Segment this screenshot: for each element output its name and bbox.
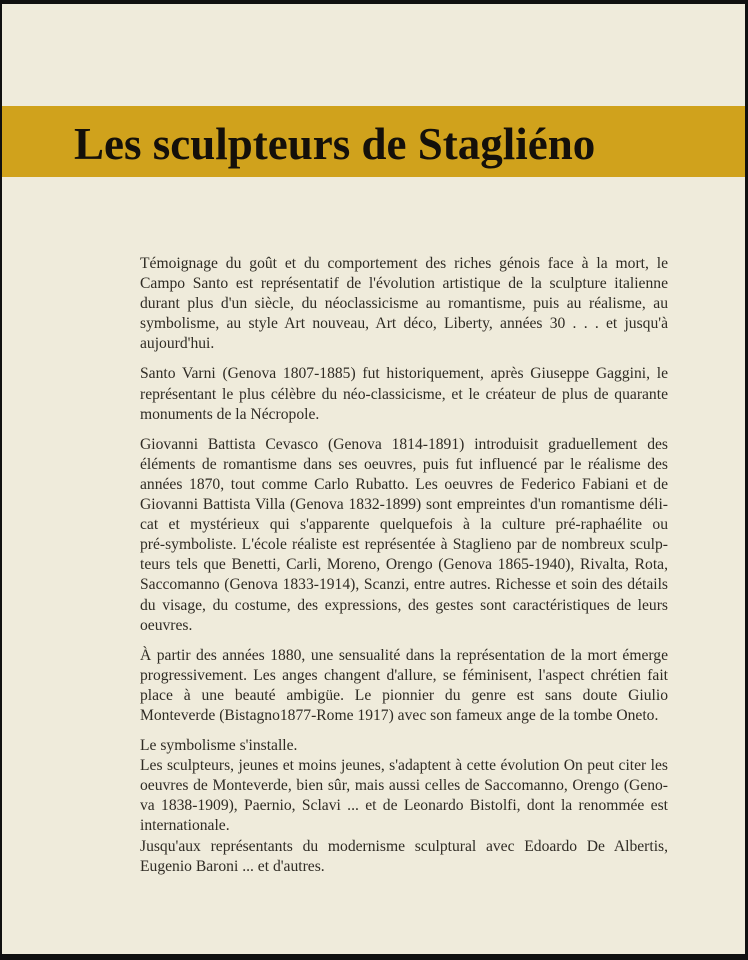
page-title: Les sculpteurs de Stagliéno — [74, 118, 596, 169]
text-line: place à une beauté ambigüe. Le pionnier du genre est sans doute Giulio — [140, 686, 668, 704]
text-line: pré-symboliste. L'école réaliste est représentée à Staglieno par de nombreux sculp- — [140, 536, 668, 554]
paragraph — [140, 364, 668, 424]
document-paper — [2, 4, 745, 954]
text-line: années 1870, tout comme Carlo Rubatto. Les oeuvres de Federico Fabiani et de — [140, 475, 668, 493]
text-line: Témoignage du goût et du comportement des riches génois face à la mort, le — [140, 255, 668, 272]
text-line: monuments de la Nécropole. — [140, 405, 320, 423]
text-line: oeuvres. — [140, 616, 193, 634]
paragraph — [140, 254, 668, 354]
text-line: progressivement. Les anges changent d'allure, se féminisent, l'aspect chrétien fait — [140, 666, 668, 684]
text-line: Le symbolisme s'installe. — [140, 737, 298, 755]
text-line: Campo Santo est représentatif de l'évolution artistique de la sculpture italienne — [140, 275, 668, 293]
text-line: oeuvres de Monteverde, bien sûr, mais aussi celles de Saccomanno, Orengo (Geno- — [140, 777, 668, 795]
article-body — [140, 254, 668, 887]
text-line: symbolisme, au style Art nouveau, Art déco, Liberty, années 30 . . . et jusqu'à — [140, 315, 668, 333]
text-line: va 1838-1909), Paernio, Sclavi ... et de Leonardo Bistolfi, dont la renommée est — [140, 797, 668, 815]
paragraph — [140, 646, 668, 726]
paragraph — [140, 736, 668, 877]
text-line: À partir des années 1880, une sensualité dans la représentation de la mort émerge — [140, 646, 668, 664]
text-line: aujourd'hui. — [140, 335, 215, 353]
title-banner — [2, 106, 745, 177]
text-line: Giovanni Battista Cevasco (Genova 1814-1891) introduisit graduellement des — [140, 435, 668, 453]
text-line: Jusqu'aux représentants du modernisme sculptural avec Edoardo De Albertis, — [140, 837, 668, 855]
text-line: Giovanni Battista Villa (Genova 1832-1899) sont empreintes d'un romantisme déli- — [140, 496, 668, 514]
text-line: Les sculpteurs, jeunes et moins jeunes, s'adaptent à cette évolution On peut citer les — [140, 757, 668, 775]
paragraph — [140, 435, 668, 636]
text-line: Monteverde (Bistagno1877-Rome 1917) avec son fameux ange de la tombe Oneto. — [140, 706, 659, 724]
text-line: durant plus d'un siècle, du néoclassicisme au romantisme, puis au réalisme, au — [140, 295, 668, 313]
text-line: teurs tels que Benetti, Carli, Moreno, Orengo (Genova 1865-1940), Rivalta, Rota, — [140, 556, 668, 574]
text-line: représentant le plus célèbre du néo-classicisme, et le créateur de plus de quarante — [140, 385, 668, 403]
text-line: éléments de romantisme dans ses oeuvres, puis fut influencé par le réalisme des — [140, 455, 668, 473]
text-line: internationale. — [140, 817, 230, 835]
text-line: Santo Varni (Genova 1807-1885) fut historiquement, après Giuseppe Gaggini, le — [140, 365, 668, 383]
text-line: du visage, du costume, des expressions, des gestes sont caractéristiques de leurs — [140, 596, 668, 614]
text-line: cat et mystérieux qui s'apparente quelquefois à la culture pré-raphaélite ou — [140, 516, 668, 534]
text-line: Saccomanno (Genova 1833-1914), Scanzi, entre autres. Richesse et soin des détails — [140, 576, 668, 594]
text-line: Eugenio Baroni ... et d'autres. — [140, 857, 325, 875]
